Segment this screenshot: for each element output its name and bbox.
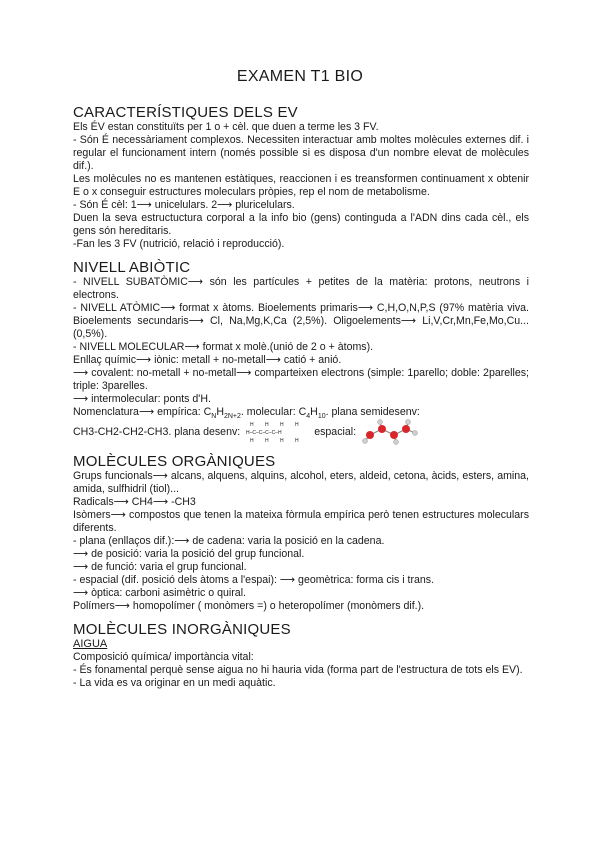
molecular-h: H — [310, 406, 318, 418]
empirical-sub: N — [211, 413, 217, 421]
inorganic-line-3: - La vida es va originar en un medi aquàtic. — [73, 677, 276, 689]
organic-line-1: Grups funcionals⟶ alcans, alquens, alquins, alcohol, eters, aldeid, cetona, àcids, esters, amina, amida, sulfhidril (tiol)... — [73, 470, 529, 495]
abiotic-line-2: - NIVELL ATÒMIC⟶ format x àtoms. Bioelements primaris⟶ C,H,O,N,P,S (97% matèria viva. Bioelements secundaris⟶ Cl, Na,Mg,K,Ca (2,5%). Oligoelements⟶ Li,V,Cr,Mn,Fe,Mo,Cu... (0,5%). — [73, 302, 529, 340]
molecular-sub: 4 — [306, 413, 311, 421]
svg-text:H: H — [280, 422, 284, 428]
empirical-sub2: 2N+2 — [223, 413, 241, 421]
ev-line-3: Les molècules no es mantenen estàtiques, reaccionen i es treansformen continuament x obtenir E o x conseguir estructures moleculars pròpies, rep el nom de metabolisme. — [73, 173, 529, 198]
ev-line-4: - Són É cèl: 1⟶ unicelulars. 2⟶ pluricelulars. — [73, 199, 295, 211]
empirical-h: H — [216, 406, 224, 418]
formula-line — [73, 419, 529, 445]
svg-text:H: H — [250, 422, 254, 428]
spatial-label: espacial: — [314, 425, 357, 438]
document-body — [73, 106, 529, 700]
inorganic-line-1: Composició química/ importància vital: — [73, 651, 254, 663]
organic-line-3: Isòmers⟶ compostos que tenen la mateixa fòrmula empírica però tenen estructures moleculars diferents. — [73, 509, 529, 534]
subheading-water: AIGUA — [73, 638, 108, 650]
molecular-label: . molecular: C — [240, 406, 307, 418]
ev-line-6: -Fan les 3 FV (nutrició, relació i reproducció). — [73, 238, 285, 250]
abiotic-line-3: - NIVELL MOLECULAR⟶ format x molè.(unió de 2 o + àtoms). — [73, 341, 374, 353]
page-title: EXAMEN T1 BIO — [236, 68, 364, 85]
organic-line-7: - espacial (dif. posició dels àtoms a l'espai): ⟶ geomètrica: forma cis i trans. — [73, 574, 435, 586]
ev-line-2: - Són É necessàriament complexos. Necessiten interactuar amb moltes molècules externes dif. i regular el funcionament intern (només possible si es disposa d'un nombre elevat de molècules dif.). — [73, 134, 529, 172]
nomenclature-line — [73, 406, 529, 419]
svg-text:H: H — [295, 438, 299, 444]
developed-formula-diagram — [246, 420, 308, 444]
semi-label: . plana semidesenv: — [325, 406, 420, 418]
abiotic-line-1: - NIVELL SUBATÒMIC⟶ són les partícules + petites de la matèria: protons, neutrons i electrons. — [73, 276, 529, 301]
organic-line-4: - plana (enllaços dif.):⟶ de cadena: varia la posició en la cadena. — [73, 535, 385, 547]
organic-line-2: Radicals⟶ CH4⟶ -CH3 — [73, 496, 196, 508]
molecular-sub2: 10 — [317, 413, 326, 421]
svg-text:H: H — [295, 422, 299, 428]
nomenclature-intro: Nomenclatura⟶ empírica: C — [73, 406, 212, 418]
inorganic-line-2: - És fonamental perquè sense aigua no hi hauria vida (forma part de l'estructura de tots els EV). — [73, 664, 523, 676]
organic-line-5: ⟶ de posició: varia la posició del grup funcional. — [73, 548, 305, 560]
section-inorganic — [73, 623, 529, 690]
heading-ev: CARACTERÍSTIQUES DELS EV — [73, 104, 298, 121]
svg-text:H: H — [265, 422, 269, 428]
abiotic-line-4: Enllaç químic⟶ iònic: metall + no-metall⟶ catió + anió. — [73, 354, 342, 366]
heading-organic: MOLÈCULES ORGÀNIQUES — [73, 453, 276, 470]
organic-line-6: ⟶ de funció: varia el grup funcional. — [73, 561, 247, 573]
svg-text:H: H — [280, 438, 284, 444]
svg-text:H: H — [250, 438, 254, 444]
organic-line-8: ⟶ òptica: carboni asimètric o quiral. — [73, 587, 246, 599]
heading-abiotic: NIVELL ABIÒTIC — [73, 259, 191, 276]
butane-ball-and-stick-icon — [362, 419, 420, 445]
ev-line-5: Duen la seva estructuctura corporal a la info bio (gens) continguda a l'ADN dins cada cèl., els gens són hereditaris. — [73, 212, 529, 237]
section-ev — [73, 106, 529, 251]
abiotic-line-5: ⟶ covalent: no-metall + no-metall⟶ comparteixen electrons (simple: 1parello; doble: 2parelles; triple: 3parelles. — [73, 367, 529, 392]
heading-inorganic: MOLÈCULES INORGÀNIQUES — [73, 621, 291, 638]
organic-line-9: Polímers⟶ homopolímer ( monòmers =) o heteropolímer (monòmers dif.). — [73, 600, 425, 612]
abiotic-line-6: ⟶ intermolecular: ponts d'H. — [73, 393, 211, 405]
svg-text:H: H — [265, 438, 269, 444]
ev-line-1: Els ÉV estan constituïts per 1 o + cèl. que duen a terme les 3 FV. — [73, 121, 379, 133]
section-abiotic — [73, 261, 529, 445]
svg-text:H–C–C–C–C–H: H–C–C–C–C–H — [246, 430, 282, 436]
section-organic — [73, 455, 529, 613]
semi-formula: CH3-CH2-CH2-CH3. plana desenv: — [73, 425, 241, 438]
